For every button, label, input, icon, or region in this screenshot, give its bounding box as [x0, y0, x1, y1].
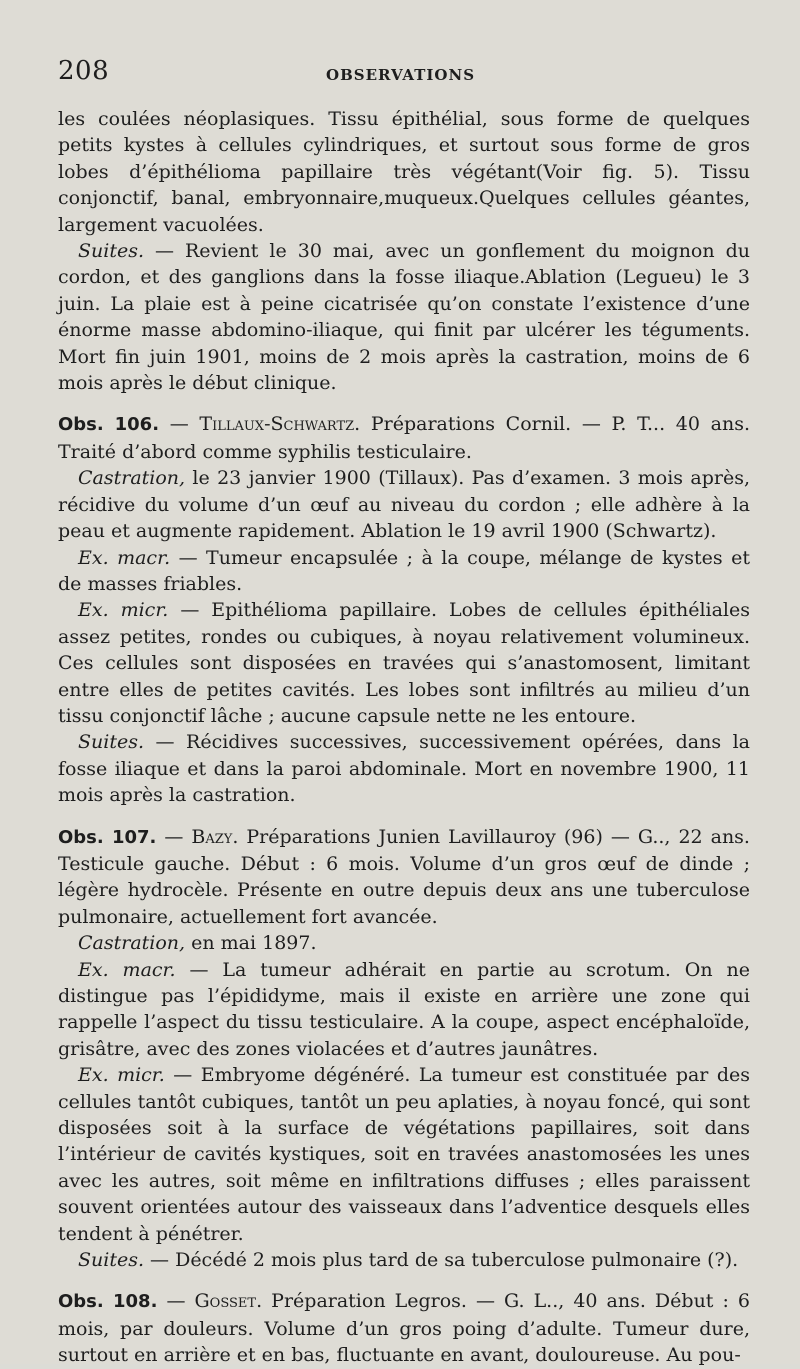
ex-macr-paragraph [58, 545, 750, 598]
observation-number: Obs. 106. [58, 414, 160, 436]
author-name: Tillaux-Schwartz [199, 413, 355, 436]
paragraph-suites [58, 238, 750, 396]
dash: — [157, 1290, 195, 1313]
observation-text: . Préparations Cornil. — P. T... 40 ans. Traité d’abord comme syphilis testiculaire. [58, 413, 750, 463]
running-head: OBSERVATIONS [326, 66, 476, 84]
castration-text: le 23 janvier 1900 (Tillaux). Pas d’examen. 3 mois après, récidive du volume d’un œuf au niveau du cordon ; elle adhère à la peau et augmente rapidement. Ablation le 19 avril 1900 (Schwartz). [58, 467, 750, 543]
observation-number: Obs. 108. [58, 1291, 158, 1313]
observation-106-heading-paragraph [58, 411, 750, 465]
author-name: Bazy [191, 825, 233, 848]
suites-text: — Revient le 30 mai, avec un gonflement du moignon du cordon, et des ganglions dans la fosse iliaque.Ablation (Legueu) le 3 juin. La plaie est à peine cicatrisée qu’on constate l’existence d’une énorme masse abdomino-iliaque, qui finit par ulcérer les téguments. Mort fin juin 1901, moins de 2 mois après la castration, moins de 6 mois après le début clinique. [58, 240, 750, 395]
suites-label: Suites. [78, 240, 144, 263]
suites-label: Suites. [78, 731, 144, 754]
suites-label: Suites. [78, 1249, 144, 1272]
ex-micr-paragraph [58, 1062, 750, 1247]
page-body [58, 106, 750, 1369]
castration-text: en mai 1897. [185, 932, 317, 955]
ex-micr-text: — Epithélioma papillaire. Lobes de cellules épithéliales assez petites, rondes ou cubiques, à noyau relativement volumineux. Ces cellules sont disposées en travées qui s’anastomosent, limitant entre elles de petites cavités. Les lobes sont infiltrés au milieu d’un tissu conjonctif lâche ; aucune capsule nette ne les entoure. [58, 599, 750, 727]
suites-text: — Récidives successives, successivement opérées, dans la fosse iliaque et dans la paroi abdominale. Mort en novembre 1900, 11 mois après la castration. [58, 731, 750, 807]
ex-macr-text: — La tumeur adhérait en partie au scrotum. On ne distingue pas l’épididyme, mais il existe en arrière une zone qui rappelle l’aspect du tissu testiculaire. A la coupe, aspect encéphaloïde, grisâtre, avec des zones violacées et d’autres jaunâtres. [58, 958, 750, 1060]
castration-paragraph [58, 930, 750, 956]
dash: — [159, 413, 200, 436]
observation-text: . Préparations Junien Lavillauroy (96) — G.., 22 ans. Testicule gauche. Début : 6 mois. Volume d’un gros œuf de dinde ; légère hydrocèle. Présente en outre depuis deux ans une tuberculose pulmonaire, actuellement fort avancée. [58, 825, 750, 928]
ex-macr-text: — Tumeur encapsulée ; à la coupe, mélange de kystes et de masses friables. [58, 546, 750, 595]
ex-micr-paragraph [58, 597, 750, 729]
ex-micr-label: Ex. micr. [78, 1064, 165, 1087]
ex-micr-label: Ex. micr. [78, 599, 169, 622]
castration-label: Castration, [78, 932, 186, 955]
suites-paragraph [58, 729, 750, 808]
observation-text: . Préparation Legros. — G. L.., 40 ans. Début : 6 mois, par douleurs. Volume d’un gros poing d’adulte. Tumeur dure, surtout en arrière et en bas, fluctuante en avant, douloureuse. Au pou- [58, 1290, 751, 1367]
ex-macr-label: Ex. macr. [78, 958, 176, 981]
suites-text: — Décédé 2 mois plus tard de sa tuberculose pulmonaire (?). [144, 1249, 739, 1272]
ex-macr-label: Ex. macr. [78, 546, 171, 569]
observation-108-heading-paragraph [58, 1288, 750, 1368]
observation-number: Obs. 107. [58, 826, 157, 848]
ex-micr-text: — Embryome dégénéré. La tumeur est constituée par des cellules tantôt cubiques, tantôt un peu aplaties, à noyau foncé, qui sont disposées soit à la surface de végétations papillaires, soit dans l’intérieur de cavités kystiques, soit en travées anastomosées les unes avec les autres, soit même en infiltrations diffuses ; elles paraissent souvent orientées autour des vaisseaux dans l’adventice desquels elles tendent à pénétrer. [58, 1064, 750, 1245]
observation-107-heading-paragraph [58, 824, 750, 931]
dash: — [156, 825, 192, 848]
ex-macr-paragraph [58, 957, 750, 1063]
page-header [58, 52, 758, 92]
paragraph-intro: les coulées néoplasiques. Tissu épithélial, sous forme de quelques petits kystes à cellules cylindriques, et surtout sous forme de gros lobes d’épithélioma papillaire très végétant(Voir fig. 5). Tissu conjonctif, banal, embryonnaire,muqueux.Quelques cellules géantes, largement vacuolées. [58, 108, 750, 236]
castration-label: Castration, [78, 467, 186, 490]
author-name: Gosset [194, 1290, 257, 1313]
suites-paragraph [58, 1247, 750, 1273]
castration-paragraph [58, 465, 750, 544]
page-number: 208 [58, 56, 110, 86]
